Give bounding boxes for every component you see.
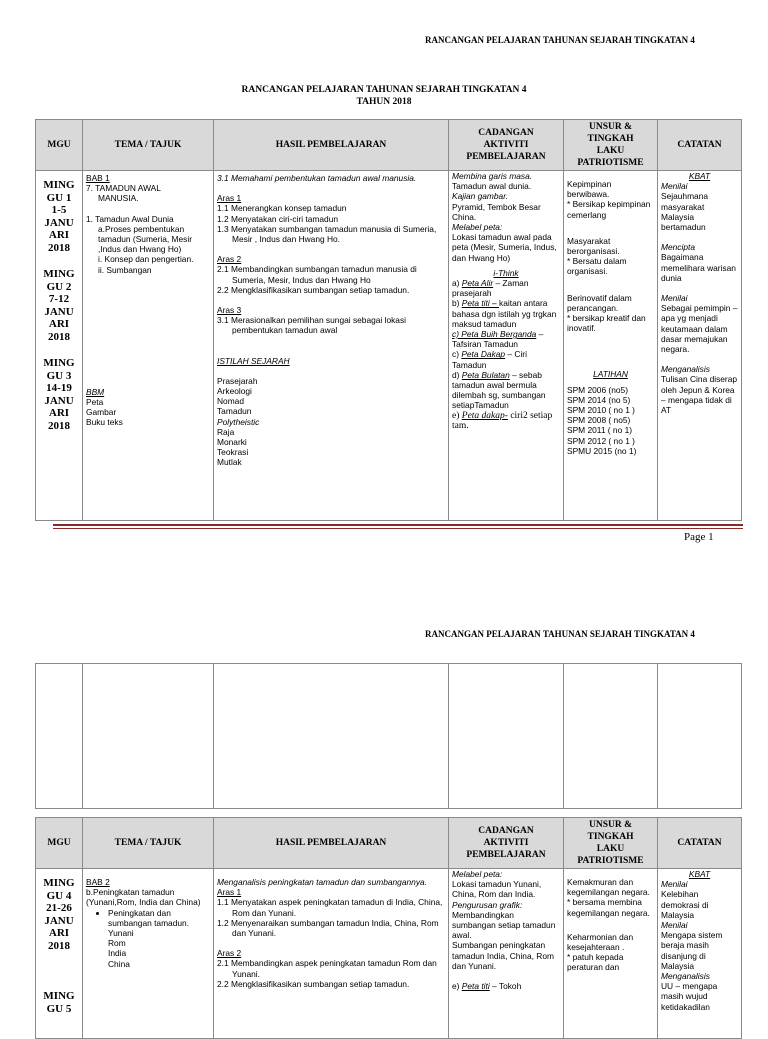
- unsur-line: Kepimpinan berwibawa.: [567, 179, 612, 200]
- col-header-hasil: HASIL PEMBELAJARAN: [214, 818, 449, 869]
- unsur-cell: [564, 171, 658, 521]
- bab-label: BAB 2: [86, 877, 110, 887]
- unsur-line: * patuh kepada peraturan dan: [567, 952, 624, 973]
- week-cell: [36, 171, 83, 521]
- aras-label: Aras 3: [217, 305, 242, 316]
- cadangan-line: Melabel peta:: [452, 869, 503, 879]
- cadangan-line: Melabel peta:: [452, 222, 503, 233]
- document-title-line2: TAHUN 2018: [356, 97, 412, 107]
- aras-label: Aras 1: [217, 887, 242, 898]
- week-2: MING GU 2 7-12 JANU ARI 2018: [43, 268, 75, 343]
- week-5: MING GU 5: [43, 990, 75, 1015]
- col-header-tema: TEMA / TAJUK: [83, 818, 214, 869]
- unsur-line: Berinovatif dalam perancangan.: [567, 292, 632, 313]
- aras-label: Aras 2: [217, 948, 242, 959]
- ithink-item: c) Peta Dakap – Ciri Tamadun: [452, 349, 527, 370]
- tema-subitem: a.Proses pembentukan tamadun (Sumeria, Mesir ,Indus dan Hwang Ho): [98, 223, 193, 255]
- document-title-line1: RANCANGAN PELAJARAN TAHUNAN SEJARAH TINGKATAN 4: [241, 85, 527, 95]
- table-header-row: [36, 818, 742, 869]
- istilah-item: Monarki: [217, 437, 247, 448]
- tema-title-cont: MANUSIA.: [98, 193, 139, 204]
- spm-item: SPM 2006 (no5): [567, 384, 628, 395]
- spm-item: SPM 2011 ( no 1): [567, 425, 633, 436]
- cadangan-line: Membandingkan sumbangan setiap tamadun awal.: [452, 909, 556, 941]
- unsur-line: Masyarakat berorganisasi.: [567, 235, 620, 257]
- cadangan-line: Lokasi tamadun awal pada peta (Mesir, Sumeria, Indus, dan Hwang Ho): [452, 232, 557, 263]
- bab-label: BAB 1: [86, 173, 110, 183]
- bbm-item: Buku teks: [86, 417, 123, 428]
- kbat-type: Menilai: [661, 293, 688, 304]
- tema-subitem: ii. Sumbangan: [98, 264, 152, 275]
- continuation-table: [35, 663, 742, 809]
- ithink-item: c) Peta Buih Berganda – Tafsiran Tamadun: [452, 329, 544, 350]
- cadangan-line: Pyramid, Tembok Besar China.: [452, 201, 541, 222]
- istilah-item: Tamadun: [217, 406, 252, 417]
- cadangan-line: Pengurusan grafik:: [452, 899, 523, 910]
- istilah-item: Nomad: [217, 396, 244, 407]
- week-3: MING GU 3 14-19 JANU ARI 2018: [43, 357, 75, 432]
- week-4: MING GU 4 21-26 JANU ARI 2018: [43, 877, 75, 952]
- ithink-item: e) Peta titi – Tokoh: [452, 981, 522, 992]
- footer-rule: [53, 524, 743, 526]
- kbat-type: Menilai: [661, 181, 688, 192]
- col-header-catatan: CATATAN: [658, 818, 742, 869]
- col-header-unsur: UNSUR & TINGKAH LAKU PATRIOTISME: [564, 818, 658, 869]
- bbm-item: Peta: [86, 397, 104, 408]
- latihan-label: LATIHAN: [593, 369, 628, 380]
- istilah-item: Arkeologi: [217, 386, 252, 397]
- kbat-type: Menganalisis: [661, 364, 710, 375]
- unsur-line: * bersikap kreatif dan inovatif.: [567, 313, 646, 334]
- kbat-text: Mengapa sistem beraja masih disanjung di Malaysia: [661, 930, 723, 971]
- unsur-line: * Bersatu dalam organisasi.: [567, 256, 627, 277]
- cadangan-cell: [449, 171, 564, 521]
- ithink-item: e) Peta dakap- ciri2 setiap tam.: [452, 410, 553, 431]
- catatan-cell: [658, 869, 742, 1039]
- spm-item: SPM 2008 ( no5): [567, 415, 631, 426]
- bbm-label: BBM: [86, 386, 105, 397]
- tema-title: b.Peningkatan tamadun (Yunani,Rom, India dan China): [86, 887, 201, 908]
- list-item: • Peningkatan dan sumbangan tamadun.: [108, 908, 210, 928]
- col-header-mgu: MGU: [36, 120, 83, 171]
- ithink-item: d) Peta Bulatan – sebab tamadun awal bermula dilembah sg, sumbangan setiapTamadun: [452, 369, 546, 411]
- tema-title: 7. TAMADUN AWAL: [86, 183, 161, 194]
- hasil-cell: [214, 171, 449, 521]
- running-header: RANCANGAN PELAJARAN TAHUNAN SEJARAH TINGKATAN 4: [425, 35, 695, 45]
- hasil-intro: Menganalisis peningkatan tamadun dan sumbangannya.: [217, 877, 427, 887]
- istilah-item: Teokrasi: [217, 447, 249, 458]
- footer-rule: [53, 528, 743, 529]
- hasil-item: 1.1 Menerangkan konsep tamadun: [217, 203, 347, 214]
- tema-item: 1. Tamadun Awal Dunia: [86, 213, 174, 224]
- col-header-hasil: HASIL PEMBELAJARAN: [214, 120, 449, 171]
- page-number: Page 1: [684, 531, 714, 543]
- aras-label: Aras 1: [217, 193, 242, 204]
- col-header-catatan: CATATAN: [658, 120, 742, 171]
- hasil-item: 1.3 Menyatakan sumbangan tamadun manusia di Sumeria, Mesir , Indus dan Hwang Ho.: [217, 223, 437, 245]
- table-row: [36, 171, 742, 521]
- unsur-cell: [564, 869, 658, 1039]
- kbat-label: KBAT: [688, 171, 711, 181]
- unsur-line: Kemakmuran dan kegemilangan negara.: [567, 877, 650, 898]
- tema-bullet-list: [86, 908, 210, 928]
- tema-subitem: i. Konsep dan pengertian.: [98, 254, 194, 265]
- cadangan-line: Sumbangan peningkatan tamadun India, China, Rom dan Yunani.: [452, 940, 554, 971]
- empty-row: [36, 664, 742, 809]
- running-header: RANCANGAN PELAJARAN TAHUNAN SEJARAH TINGKATAN 4: [425, 629, 695, 639]
- ithink-item: a) Peta Alir – Zaman prasejarah: [452, 278, 529, 299]
- istilah-item: Mutlak: [217, 457, 242, 468]
- hasil-item: 1.2 Menyatakan ciri-ciri tamadun: [217, 213, 339, 224]
- kbat-text: Kelebihan demokrasi di Malaysia: [661, 889, 709, 920]
- kbat-text: Bagaimana memelihara warisan dunia: [661, 252, 736, 283]
- hasil-item: 1.1 Menyatakan aspek peningkatan tamadun di India, China, Rom dan Yunani.: [217, 897, 443, 918]
- istilah-item: Prasejarah: [217, 375, 258, 386]
- unsur-line: * Bersikap kepimpinan cemerlang: [567, 199, 651, 220]
- catatan-cell: [658, 171, 742, 521]
- istilah-label: ISTILAH SEJARAH: [217, 355, 290, 366]
- week-1: MING GU 1 1-5 JANU ARI 2018: [43, 179, 75, 254]
- unsur-line: Keharmonian dan kesejahteraan .: [567, 931, 634, 953]
- cadangan-line: Kajian gambar.: [452, 191, 509, 202]
- tema-cell: [83, 869, 214, 1039]
- hasil-item: 2.2 Mengklasifikasikan sumbangan setiap tamadun.: [217, 284, 410, 295]
- hasil-item: 2.2 Mengklasifikasikan sumbangan setiap tamadun.: [217, 978, 410, 989]
- kbat-text: UU – mengapa masih wujud ketidakadilan: [661, 981, 718, 1012]
- spm-item: SPM 2012 ( no 1 ): [567, 435, 635, 446]
- kbat-type: Mencipta: [661, 242, 695, 253]
- spm-item: SPM 2010 ( no 1 ): [567, 405, 635, 416]
- istilah-item: Polytheistic: [217, 416, 260, 427]
- hasil-item: 3.1 Merasionalkan pemilihan sungai sebagai lokasi pembentukan tamadun awal: [217, 315, 407, 336]
- tema-sublist: Yunani Rom India China: [108, 928, 134, 969]
- spm-item: SPMU 2015 (no 1): [567, 445, 637, 456]
- ithink-label: i-Think: [493, 267, 519, 278]
- hasil-intro: 3.1 Memahami pembentukan tamadun awal manusia.: [217, 173, 417, 183]
- kbat-type: Menilai: [661, 879, 688, 890]
- col-header-tema: TEMA / TAJUK: [83, 120, 214, 171]
- kbat-label: KBAT: [688, 869, 711, 879]
- document-title: [0, 84, 768, 108]
- kbat-text: Sejauhmana masyarakat Malaysia bertamadun: [661, 191, 709, 233]
- kbat-text: Sebagai pemimpin – apa yg menjadi keutamaan dalam dasar memajukan negara.: [661, 303, 738, 355]
- kbat-type: Menilai: [661, 920, 688, 931]
- col-header-mgu: MGU: [36, 818, 83, 869]
- istilah-item: Raja: [217, 426, 235, 437]
- cadangan-line: Tamadun awal dunia.: [452, 181, 532, 192]
- bbm-item: Gambar: [86, 407, 117, 418]
- aras-label: Aras 2: [217, 254, 242, 265]
- table-header-row: [36, 120, 742, 171]
- hasil-item: 2.1 Membandingkan sumbangan tamadun manusia di Sumeria, Mesir, Indus dan Hwang Ho: [217, 264, 417, 285]
- kbat-text: Tulisan Cina diserap oleh Jepun & Korea – mengapa tidak di AT: [661, 374, 738, 416]
- unsur-line: * bersama membina kegemilangan negara.: [567, 897, 650, 918]
- col-header-cadangan: CADANGAN AKTIVITI PEMBELAJARAN: [449, 120, 564, 171]
- hasil-item: 2.1 Membandingkan aspek peningkatan tamadun Rom dan Yunani.: [217, 958, 437, 979]
- week-cell: [36, 869, 83, 1039]
- cadangan-line: Lokasi tamadun Yunani, China, Rom dan India.: [452, 879, 542, 900]
- kbat-type: Menganalisis: [661, 971, 710, 982]
- cadangan-line: Membina garis masa.: [452, 171, 533, 181]
- spm-item: SPM 2014 (no 5): [567, 394, 631, 405]
- hasil-cell: [214, 869, 449, 1039]
- cadangan-cell: [449, 869, 564, 1039]
- table-row: [36, 869, 742, 1039]
- lesson-plan-table-2: [35, 817, 742, 1039]
- hasil-item: 1.2 Menyenaraikan sumbangan tamadun India, China, Rom dan Yunani.: [217, 917, 439, 939]
- ithink-item: b) Peta titi – kaitan antara bahasa dgn istilah yg trgkan maksud tamadun: [452, 298, 557, 329]
- lesson-plan-table-1: [35, 119, 742, 521]
- col-header-cadangan: CADANGAN AKTIVITI PEMBELAJARAN: [449, 818, 564, 869]
- tema-cell: [83, 171, 214, 521]
- col-header-unsur: UNSUR & TINGKAH LAKU PATRIOTISME: [564, 120, 658, 171]
